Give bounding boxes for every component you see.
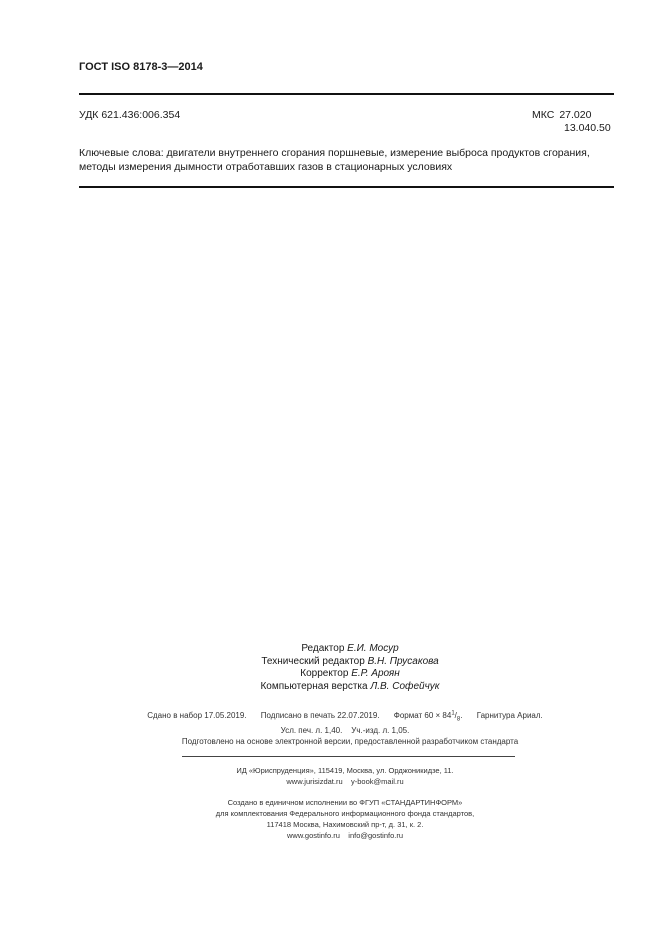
submitted-date: Сдано в набор 17.05.2019. bbox=[147, 710, 247, 720]
format: Формат $60 \times 84^1/_8$. bbox=[393, 710, 463, 723]
standartinform-contacts bbox=[130, 830, 560, 841]
staff-layout: Компьютерная верстка Л.В. Софейчук bbox=[260, 680, 440, 692]
mks-value-2: 13.040.50 bbox=[564, 122, 611, 134]
staff-tech-editor: Технический редактор В.Н. Прусакова bbox=[261, 655, 439, 667]
gostinfo-email: info@gostinfo.ru bbox=[348, 831, 404, 840]
created-note: Создано в единичном исполнении во ФГУП «СТАНДАРТИНФОРМ» bbox=[227, 798, 463, 807]
top-rule bbox=[79, 93, 614, 95]
edition-sheets: Уч.-изд. л. 1,05. bbox=[351, 726, 410, 736]
publisher-info bbox=[130, 765, 560, 841]
mks-label: МКС bbox=[532, 109, 555, 121]
fund-note: для комплектования Федерального информационного фонда стандартов, bbox=[215, 809, 475, 818]
signed-date: Подписано в печать 22.07.2019. bbox=[260, 710, 380, 720]
document-code: ГОСТ ISO 8178-3—2014 bbox=[79, 61, 203, 73]
print-info bbox=[110, 707, 580, 737]
prepared-note: Подготовлено на основе электронной версии, предоставленной разработчиком стандарта bbox=[181, 737, 519, 746]
mks-value-1: 27.020 bbox=[559, 109, 592, 121]
staff-list bbox=[200, 643, 500, 693]
staff-corrector: Корректор Е.Р. Ароян bbox=[300, 668, 400, 679]
publisher-contacts bbox=[130, 776, 560, 787]
bottom-rule bbox=[79, 186, 614, 188]
publisher-site: www.jurisizdat.ru bbox=[286, 777, 343, 786]
keywords: Ключевые слова: двигатели внутреннего сгорания поршневые, измерение выброса продуктов сгорания, методы измерения дымности отработавших газов в стационарных условиях bbox=[79, 147, 590, 173]
mks-codes bbox=[532, 109, 611, 135]
publisher-email: y-book@mail.ru bbox=[350, 777, 404, 786]
staff-editor: Редактор Е.И. Мосур bbox=[301, 643, 399, 654]
publisher-address: ИД «Юриспруденция», 115419, Москва, ул. Орджоникидзе, 11. bbox=[236, 766, 454, 775]
standartinform-address: 117418 Москва, Нахимовский пр-т, д. 31, к. 2. bbox=[266, 820, 424, 829]
publisher-rule bbox=[182, 756, 515, 757]
font-info: Гарнитура Ариал. bbox=[476, 710, 543, 720]
udk-code: УДК 621.436:006.354 bbox=[79, 109, 181, 121]
gostinfo-site: www.gostinfo.ru bbox=[286, 831, 340, 840]
sheets: Усл. печ. л. 1,40. bbox=[280, 726, 343, 736]
